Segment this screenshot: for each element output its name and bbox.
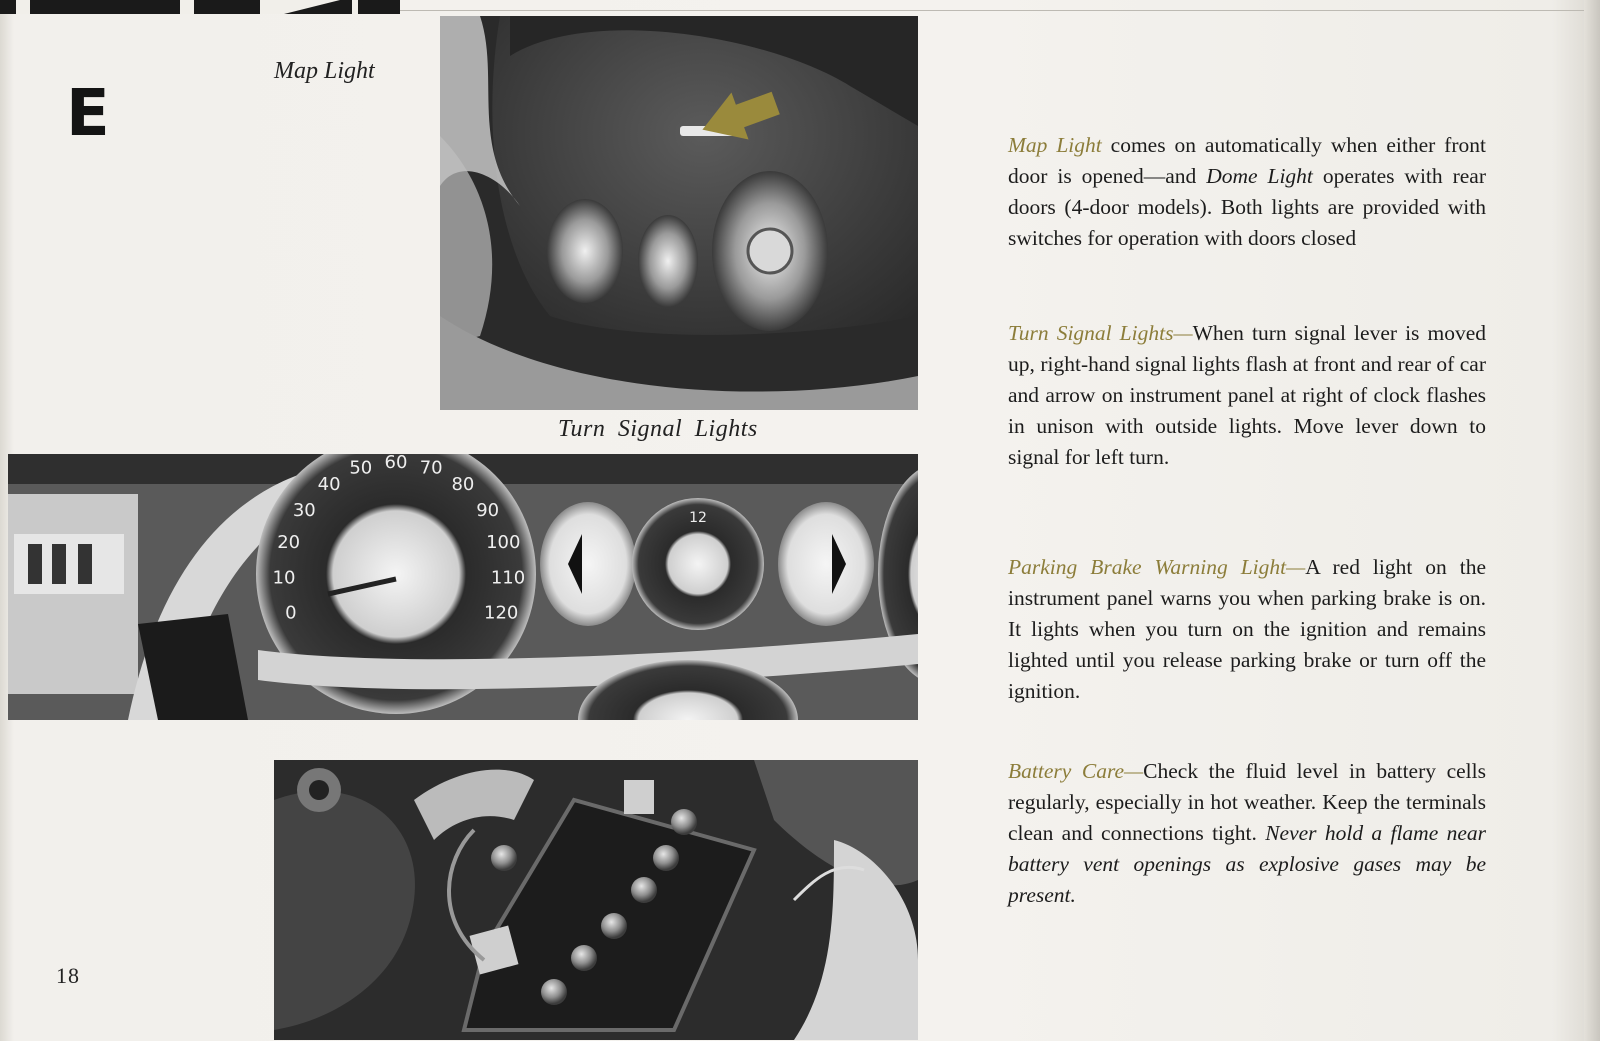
battery-photo bbox=[274, 760, 918, 1040]
turn-signal-lead: Turn Signal Lights— bbox=[1008, 321, 1193, 345]
speedometer-tick: 10 bbox=[272, 567, 296, 589]
speedometer-tick: 20 bbox=[277, 531, 301, 553]
turn-signal-text: When turn signal lever is moved up, right-hand signal lights flash at front and rear of car and arrow on instrument panel at right of clock flashes in unison with outside lights. Move lever down to signal for left turn. bbox=[1008, 321, 1486, 469]
battery-care-lead: Battery Care— bbox=[1008, 759, 1144, 783]
parking-brake-text: A red light on the instrument panel warns you when parking brake is on. It lights when you turn on the ignition and remains lighted until you release parking brake or turn off the ignition. bbox=[1008, 555, 1486, 703]
top-edge-tab-strip bbox=[0, 0, 400, 14]
turn-signal-paragraph bbox=[1008, 318, 1486, 473]
parking-brake-lead: Parking Brake Warning Light— bbox=[1008, 555, 1306, 579]
speedometer-tick: 70 bbox=[419, 457, 443, 479]
battery-warning-text: Never hold a flame near battery vent openings as explosive gases may be present. bbox=[1008, 821, 1486, 907]
speedometer-tick: 80 bbox=[451, 474, 475, 496]
speedometer-tick: 30 bbox=[292, 499, 316, 521]
speedometer-tick: 90 bbox=[476, 499, 500, 521]
map-light-text-1: comes on automatically when either front door is opened—and bbox=[1008, 133, 1486, 188]
map-light-text-2: operates with rear doors (4-door models). Both lights are provided with switches for operation with doors closed bbox=[1008, 164, 1487, 250]
caption-turn-signal-lights: Turn Signal Lights bbox=[558, 416, 758, 442]
speedometer-tick: 40 bbox=[317, 474, 341, 496]
map-light-lead: Map Light bbox=[1008, 133, 1102, 157]
battery-care-text: Check the fluid level in battery cells regularly, especially in hot weather. Keep the terminals clean and connections tight. bbox=[1008, 759, 1486, 845]
top-rule bbox=[400, 10, 1600, 11]
speedometer-tick: 50 bbox=[349, 457, 373, 479]
speedometer-tick: 110 bbox=[490, 567, 526, 589]
page-number: 18 bbox=[56, 963, 80, 988]
page-edge-shadow bbox=[1584, 0, 1600, 1041]
speedometer-tick: 0 bbox=[285, 602, 297, 624]
section-letter: E bbox=[66, 77, 110, 151]
clock-numeral: 12 bbox=[689, 510, 707, 526]
speedometer-tick: 60 bbox=[384, 454, 408, 473]
caption-map-light: Map Light bbox=[274, 58, 375, 84]
map-light-photo bbox=[440, 16, 918, 410]
turn-signal-photo bbox=[8, 454, 918, 720]
dome-light-term: Dome Light bbox=[1206, 164, 1313, 188]
map-light-paragraph bbox=[1008, 130, 1486, 254]
speedometer-tick: 120 bbox=[484, 602, 519, 624]
battery-care-paragraph bbox=[1008, 756, 1486, 911]
parking-brake-paragraph bbox=[1008, 552, 1486, 707]
speedometer-tick: 100 bbox=[486, 531, 521, 553]
